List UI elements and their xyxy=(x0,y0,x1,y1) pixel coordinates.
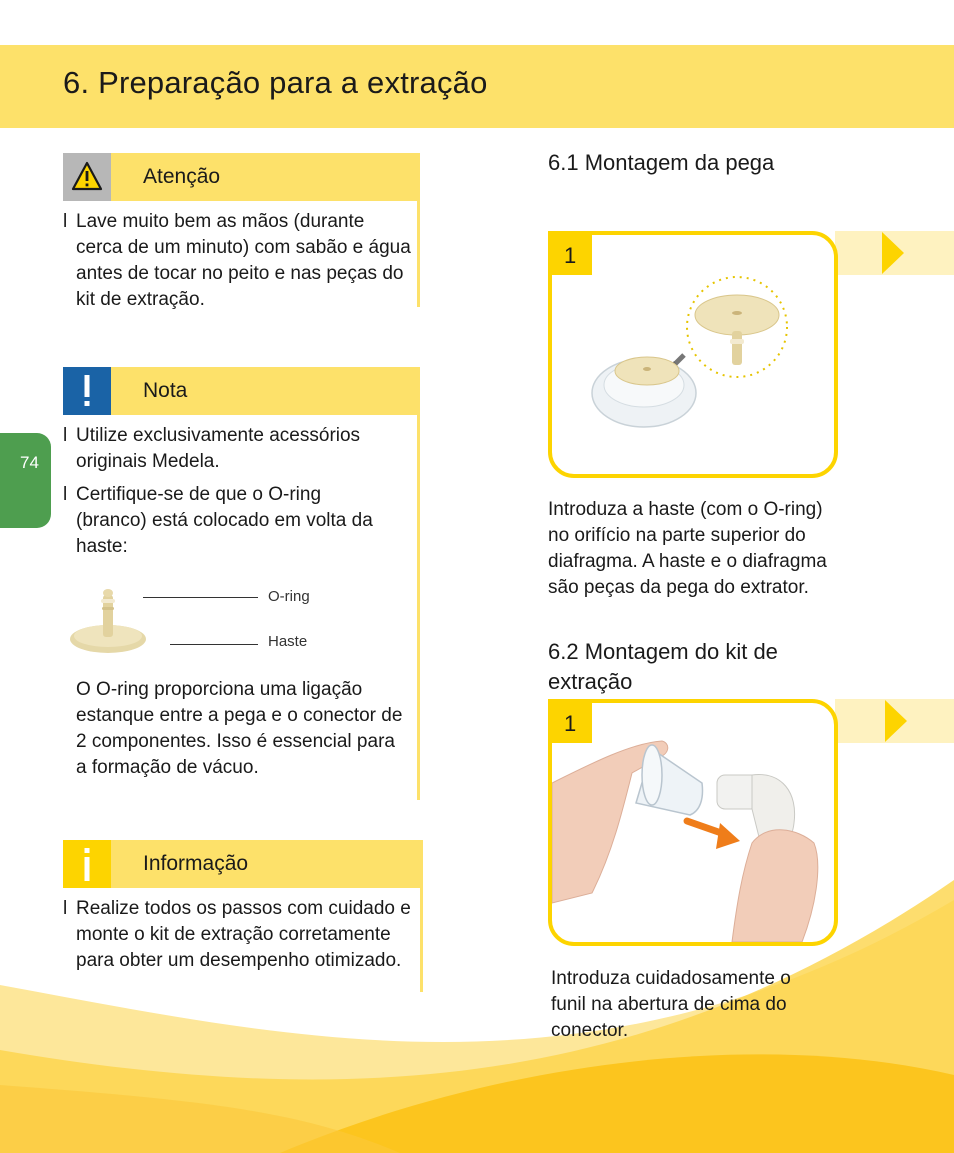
note-item: l Certifique-se de que o O-ring (branco) está colocado em volta da haste: xyxy=(63,484,373,557)
info-header xyxy=(63,840,423,888)
exclamation-icon xyxy=(63,367,111,415)
info-icon xyxy=(63,840,111,888)
attention-label: Atenção xyxy=(143,165,221,188)
step-frame-6-1 xyxy=(548,231,838,478)
haste-leader-line xyxy=(170,644,258,645)
attention-header xyxy=(63,153,420,201)
note-sidebar-line xyxy=(417,367,420,800)
section-title-6-2: 6.2 Montagem do kit de extração xyxy=(548,639,778,694)
warning-triangle-icon xyxy=(63,153,111,201)
info-sidebar-line xyxy=(420,840,423,992)
note-header xyxy=(63,367,420,415)
haste-label: Haste xyxy=(268,633,308,650)
note-item: l Utilize exclusivamente acessórios originais Medela. xyxy=(63,425,361,472)
warning-badge xyxy=(63,153,111,201)
bullet-mark: l xyxy=(63,211,68,232)
info-label: Informação xyxy=(143,852,249,875)
page-number: 74 xyxy=(20,453,39,472)
play-triangle-icon xyxy=(885,700,907,742)
title-band xyxy=(0,45,954,128)
stem-illustration xyxy=(66,583,150,659)
play-triangle-icon xyxy=(882,232,904,274)
note-badge xyxy=(63,367,111,415)
oring-leader-line xyxy=(143,597,258,598)
note-label: Nota xyxy=(143,379,188,402)
step-number-badge: 1 xyxy=(552,235,592,275)
diaphragm-stem-illustration xyxy=(552,235,834,474)
note-paragraph: O O-ring proporciona uma ligação estanque entre a pega e o conector de 2 componentes. Isso é essencial para a formação de vácuo. xyxy=(76,679,403,778)
step-number-badge: 1 xyxy=(552,703,592,743)
hands-funnel-connector-illustration xyxy=(552,703,834,942)
page-number-tab xyxy=(0,433,51,528)
attention-sidebar-line xyxy=(417,153,420,307)
section-title-6-1: 6.1 Montagem da pega xyxy=(548,150,775,175)
attention-item: l Lave muito bem as mãos (durante cerca de um minuto) com sabão e água antes de tocar no peito e nas peças do kit de extração. xyxy=(63,211,411,310)
info-badge xyxy=(63,840,111,888)
oring-label: O-ring xyxy=(268,588,310,605)
section2-text: Introduza cuidadosamente o funil na abertura de cima do conector. xyxy=(551,968,791,1041)
info-item: l Realize todos os passos com cuidado e monte o kit de extração corretamente para obter um desempenho otimizado. xyxy=(63,898,411,971)
page-title: 6. Preparação para a extração xyxy=(63,65,488,100)
step-frame-6-2 xyxy=(548,699,838,946)
section1-text: Introduza a haste (com o O-ring) no orifício na parte superior do diafragma. A haste e o diafragma são peças da pega do extrator. xyxy=(548,499,827,598)
